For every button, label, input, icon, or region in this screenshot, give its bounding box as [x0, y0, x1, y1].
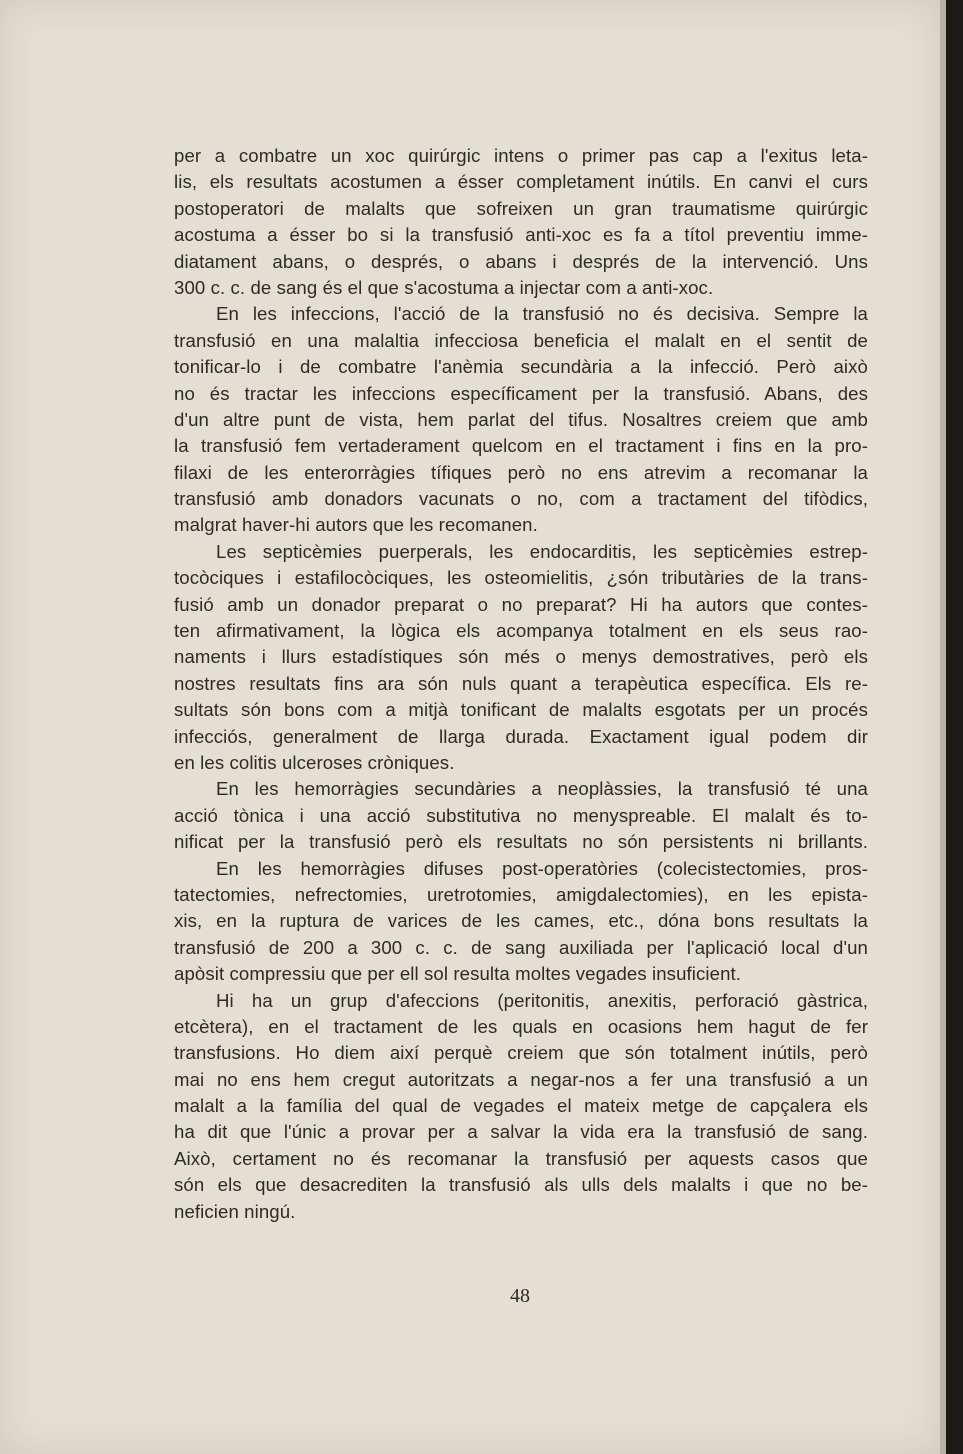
text-line: transfusions. Ho diem així perquè creiem que són totalment inútils, però [174, 1042, 868, 1064]
text-line: per a combatre un xoc quirúrgic intens o primer pas cap a l'exitus leta- [174, 145, 868, 166]
text-line: fusió amb un donador preparat o no preparat? Hi ha autors que contes- [174, 593, 868, 615]
text-line: xis, en la ruptura de varices de les cames, etc., dóna bons resultats la [174, 910, 868, 932]
text-line: acció tònica i una acció substitutiva no menyspreable. El malalt és to- [174, 804, 868, 826]
text-line: etcètera), en el tractament de les quals en ocasions hem hagut de fer [174, 1015, 868, 1037]
text-line: En les hemorràgies secundàries a neoplàssies, la transfusió té una [216, 778, 868, 800]
text-line: d'un altre punt de vista, hem parlat del tifus. Nosaltres creiem que amb [174, 408, 868, 430]
text-line: no és tractar les infeccions específicament per la transfusió. Abans, des [174, 382, 868, 404]
scan-border [946, 0, 963, 1454]
text-line: nostres resultats fins ara són nuls quant a terapèutica específica. Els re- [174, 672, 868, 694]
text-line: tonificar-lo i de combatre l'anèmia secundària a la infecció. Però això [174, 356, 868, 378]
text-line: ha dit que l'únic a provar per a salvar la vida era la transfusió de sang. [174, 1121, 868, 1143]
paragraph-2 [174, 301, 868, 539]
paragraph-4 [174, 776, 868, 855]
text-line: Les septicèmies puerperals, les endocarditis, les septicèmies estrep- [216, 540, 868, 562]
text-line: mai no ens hem cregut autoritzats a negar-nos a fer una transfusió a un [174, 1068, 868, 1090]
text-line: tocòciques i estafilocòciques, les osteomielitis, ¿són tributàries de la trans- [174, 567, 868, 589]
text-line: transfusió en una malaltia infecciosa beneficia el malalt en el sentit de [174, 329, 868, 351]
page-number: 48 [510, 1285, 530, 1307]
paragraph-6 [174, 988, 868, 1226]
body-text [174, 143, 868, 1225]
text-line: Hi ha un grup d'afeccions (peritonitis, anexitis, perforació gàstrica, [216, 989, 868, 1011]
text-line: transfusió de 200 a 300 c. c. de sang auxiliada per l'aplicació local d'un [174, 936, 868, 958]
text-line: postoperatori de malalts que sofreixen un gran traumatisme quirúrgic [174, 197, 868, 219]
text-line: filaxi de les enterorràgies tífiques però no ens atrevim a recomanar la [174, 461, 868, 483]
text-line: transfusió amb donadors vacunats o no, com a tractament del tifòdics, [174, 488, 868, 510]
paragraph-3 [174, 539, 868, 777]
text-line: tatectomies, nefrectomies, uretrotomies, amigdalectomies), en les epista- [174, 883, 868, 905]
text-line: malgrat haver-hi autors que les recomanen. [174, 514, 538, 536]
text-line: la transfusió fem vertaderament quelcom en el tractament i fins en la pro- [174, 435, 868, 457]
text-line: sultats són bons com a mitjà tonificant de malalts esgotats per un procés [174, 699, 868, 721]
text-line: 300 c. c. de sang és el que s'acostuma a injectar com a anti-xoc. [174, 276, 714, 298]
text-line: En les hemorràgies difuses post-operatòries (colecistectomies, pros- [216, 857, 868, 879]
text-line: són els que desacrediten la transfusió als ulls dels malalts i que no be- [174, 1174, 868, 1196]
paragraph-5 [174, 856, 868, 988]
text-line: acostuma a ésser bo si la transfusió anti-xoc es fa a títol preventiu imme- [174, 224, 868, 246]
text-line: malalt a la família del qual de vegades el mateix metge de capçalera els [174, 1095, 868, 1117]
text-line: diatament abans, o després, o abans i després de la intervenció. Uns [174, 250, 868, 272]
text-line: ten afirmativament, la lògica els acompanya totalment en els seus rao- [174, 620, 868, 642]
text-line: apòsit compressiu que per ell sol resulta moltes vegades insuficient. [174, 963, 742, 985]
text-line: nificat per la transfusió però els resultats no són persistents ni brillants. [174, 831, 868, 853]
text-line: naments i llurs estadístiques són més o menys demostratives, però els [174, 646, 868, 668]
text-line: En les infeccions, l'acció de la transfusió no és decisiva. Sempre la [216, 303, 868, 325]
text-line: neficien ningú. [174, 1200, 296, 1222]
text-line: Això, certament no és recomanar la transfusió per aquests casos que [174, 1147, 868, 1169]
text-line: infecciós, generalment de llarga durada. Exactament igual podem dir [174, 725, 868, 747]
paragraph-1 [174, 143, 868, 301]
text-line: en les colitis ulceroses cròniques. [174, 751, 455, 773]
text-line: lis, els resultats acostumen a ésser completament inútils. En canvi el curs [174, 171, 868, 193]
